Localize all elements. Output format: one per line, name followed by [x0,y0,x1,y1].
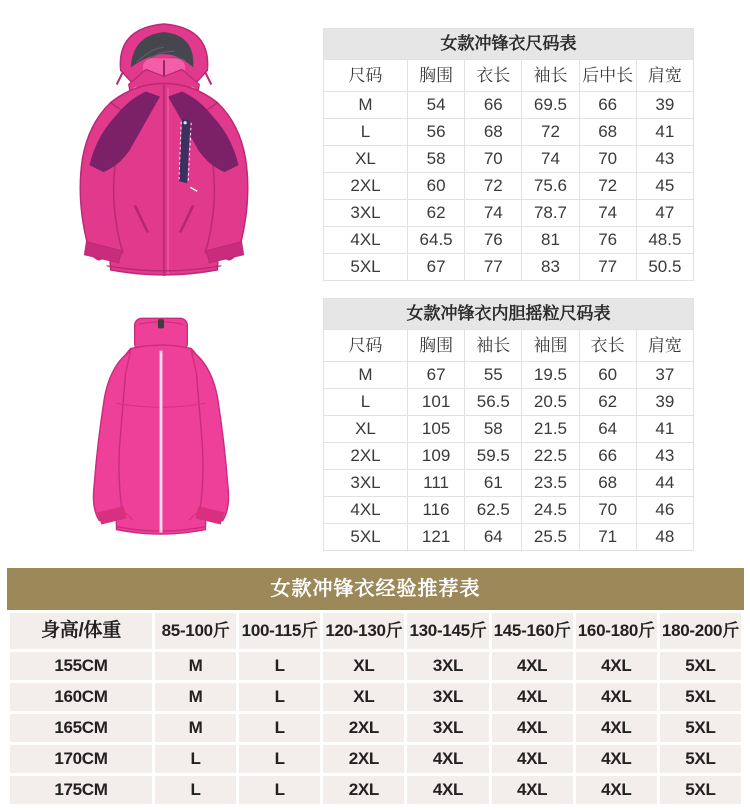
value-cell: L [239,714,320,742]
value-cell: 77 [579,254,636,281]
row-label-cell: L [324,389,408,416]
value-cell: 64.5 [408,227,465,254]
table-row [10,714,741,742]
value-cell: 22.5 [522,443,579,470]
value-cell: 60 [408,173,465,200]
row-label-cell: 2XL [324,443,408,470]
table-row [324,497,694,524]
value-cell: 77 [465,254,522,281]
value-cell: 116 [408,497,465,524]
recommendation-table [7,610,744,807]
column-header-cell: 后中长 [579,60,636,92]
column-header-cell: 衣长 [465,60,522,92]
value-cell: 111 [408,470,465,497]
table-row [324,416,694,443]
value-cell: 48 [636,524,693,551]
value-cell: 4XL [492,652,573,680]
value-cell: 70 [579,146,636,173]
row-label-cell: 5XL [324,254,408,281]
table-row [324,443,694,470]
table-row [324,524,694,551]
table-row [324,389,694,416]
value-cell: 39 [636,389,693,416]
column-header-row [324,330,694,362]
table-row [324,173,694,200]
value-cell: 58 [465,416,522,443]
value-cell: 62 [408,200,465,227]
value-cell: M [155,714,236,742]
value-cell: 68 [579,119,636,146]
hardshell-jacket-image [58,18,270,290]
value-cell: 4XL [407,745,488,773]
row-label-cell: 4XL [324,227,408,254]
column-header-row [10,613,741,649]
fleece-jacket-image [68,312,255,550]
column-header-cell: 袖围 [522,330,579,362]
value-cell: 58 [408,146,465,173]
value-cell: 71 [579,524,636,551]
value-cell: 5XL [660,683,741,711]
value-cell: 68 [579,470,636,497]
column-header-cell: 身高/体重 [10,613,152,649]
column-header-cell: 肩宽 [636,330,693,362]
value-cell: 105 [408,416,465,443]
row-label-cell: 2XL [324,173,408,200]
value-cell: 69.5 [522,92,579,119]
value-cell: 48.5 [636,227,693,254]
value-cell: 62.5 [465,497,522,524]
row-label-cell: 5XL [324,524,408,551]
value-cell: 78.7 [522,200,579,227]
value-cell: 5XL [660,652,741,680]
value-cell: 54 [408,92,465,119]
value-cell: 4XL [576,714,657,742]
column-header-cell: 胸围 [408,330,465,362]
value-cell: 2XL [323,714,404,742]
value-cell: 5XL [660,745,741,773]
value-cell: 46 [636,497,693,524]
value-cell: 56 [408,119,465,146]
column-header-cell: 160-180斤 [576,613,657,649]
row-label-cell: 3XL [324,200,408,227]
value-cell: L [239,745,320,773]
column-header-cell: 85-100斤 [155,613,236,649]
value-cell: 50.5 [636,254,693,281]
value-cell: 72 [465,173,522,200]
value-cell: 4XL [492,714,573,742]
value-cell: 76 [579,227,636,254]
value-cell: 3XL [407,652,488,680]
table-title-row [324,299,694,330]
value-cell: 4XL [407,776,488,804]
table-row [324,362,694,389]
value-cell: 21.5 [522,416,579,443]
value-cell: 4XL [576,652,657,680]
value-cell: 66 [579,443,636,470]
value-cell: 4XL [492,683,573,711]
value-cell: 68 [465,119,522,146]
value-cell: 25.5 [522,524,579,551]
column-header-cell: 145-160斤 [492,613,573,649]
row-label-cell: 4XL [324,497,408,524]
table-title: 女款冲锋衣尺码表 [324,29,694,60]
row-label-cell: 175CM [10,776,152,804]
table-title-row [324,29,694,60]
value-cell: L [239,652,320,680]
value-cell: 70 [579,497,636,524]
value-cell: 43 [636,443,693,470]
value-cell: 74 [579,200,636,227]
value-cell: 5XL [660,776,741,804]
value-cell: M [155,683,236,711]
table-row [324,119,694,146]
value-cell: 37 [636,362,693,389]
row-label-cell: 170CM [10,745,152,773]
row-label-cell: L [324,119,408,146]
column-header-cell: 100-115斤 [239,613,320,649]
value-cell: 4XL [492,745,573,773]
value-cell: 67 [408,362,465,389]
table-row [10,652,741,680]
column-header-cell: 袖长 [522,60,579,92]
value-cell: 76 [465,227,522,254]
value-cell: 64 [465,524,522,551]
value-cell: 3XL [407,683,488,711]
column-header-cell: 120-130斤 [323,613,404,649]
column-header-cell: 尺码 [324,60,408,92]
value-cell: 2XL [323,776,404,804]
value-cell: 64 [579,416,636,443]
value-cell: XL [323,652,404,680]
recommendation-section [7,568,744,807]
value-cell: 5XL [660,714,741,742]
shell-size-table [323,28,694,281]
value-cell: 60 [579,362,636,389]
table-row [324,227,694,254]
column-header-cell: 130-145斤 [407,613,488,649]
liner-size-table [323,298,694,551]
row-label-cell: M [324,92,408,119]
value-cell: 43 [636,146,693,173]
value-cell: 72 [522,119,579,146]
value-cell: 81 [522,227,579,254]
value-cell: 2XL [323,745,404,773]
table-row [324,200,694,227]
column-header-cell: 衣长 [579,330,636,362]
value-cell: 75.6 [522,173,579,200]
value-cell: 4XL [576,776,657,804]
row-label-cell: 155CM [10,652,152,680]
value-cell: XL [323,683,404,711]
value-cell: 109 [408,443,465,470]
value-cell: 59.5 [465,443,522,470]
value-cell: 66 [465,92,522,119]
zipper-pull [158,319,164,328]
table-title: 女款冲锋衣内胆摇粒尺码表 [324,299,694,330]
row-label-cell: XL [324,416,408,443]
row-label-cell: 165CM [10,714,152,742]
value-cell: 3XL [407,714,488,742]
column-header-cell: 肩宽 [636,60,693,92]
row-label-cell: 160CM [10,683,152,711]
value-cell: 39 [636,92,693,119]
value-cell: 19.5 [522,362,579,389]
value-cell: M [155,652,236,680]
table-row [324,92,694,119]
value-cell: 55 [465,362,522,389]
table-row [10,776,741,804]
row-label-cell: XL [324,146,408,173]
row-label-cell: M [324,362,408,389]
value-cell: 44 [636,470,693,497]
value-cell: 56.5 [465,389,522,416]
value-cell: 4XL [576,745,657,773]
value-cell: 121 [408,524,465,551]
column-header-cell: 180-200斤 [660,613,741,649]
value-cell: 83 [522,254,579,281]
value-cell: 41 [636,119,693,146]
value-cell: L [155,745,236,773]
table-row [324,146,694,173]
value-cell: 20.5 [522,389,579,416]
value-cell: 41 [636,416,693,443]
value-cell: 72 [579,173,636,200]
value-cell: 67 [408,254,465,281]
value-cell: 74 [465,200,522,227]
table-row [324,254,694,281]
value-cell: L [155,776,236,804]
column-header-row [324,60,694,92]
value-cell: 4XL [576,683,657,711]
value-cell: L [239,683,320,711]
value-cell: 101 [408,389,465,416]
value-cell: 70 [465,146,522,173]
table-row [324,470,694,497]
value-cell: 61 [465,470,522,497]
value-cell: 74 [522,146,579,173]
column-header-cell: 尺码 [324,330,408,362]
recommendation-table-title: 女款冲锋衣经验推荐表 [7,568,744,610]
value-cell: 47 [636,200,693,227]
value-cell: 66 [579,92,636,119]
table-row [10,745,741,773]
value-cell: 45 [636,173,693,200]
value-cell: 23.5 [522,470,579,497]
value-cell: 24.5 [522,497,579,524]
column-header-cell: 袖长 [465,330,522,362]
value-cell: L [239,776,320,804]
value-cell: 62 [579,389,636,416]
row-label-cell: 3XL [324,470,408,497]
column-header-cell: 胸围 [408,60,465,92]
table-row [10,683,741,711]
value-cell: 4XL [492,776,573,804]
